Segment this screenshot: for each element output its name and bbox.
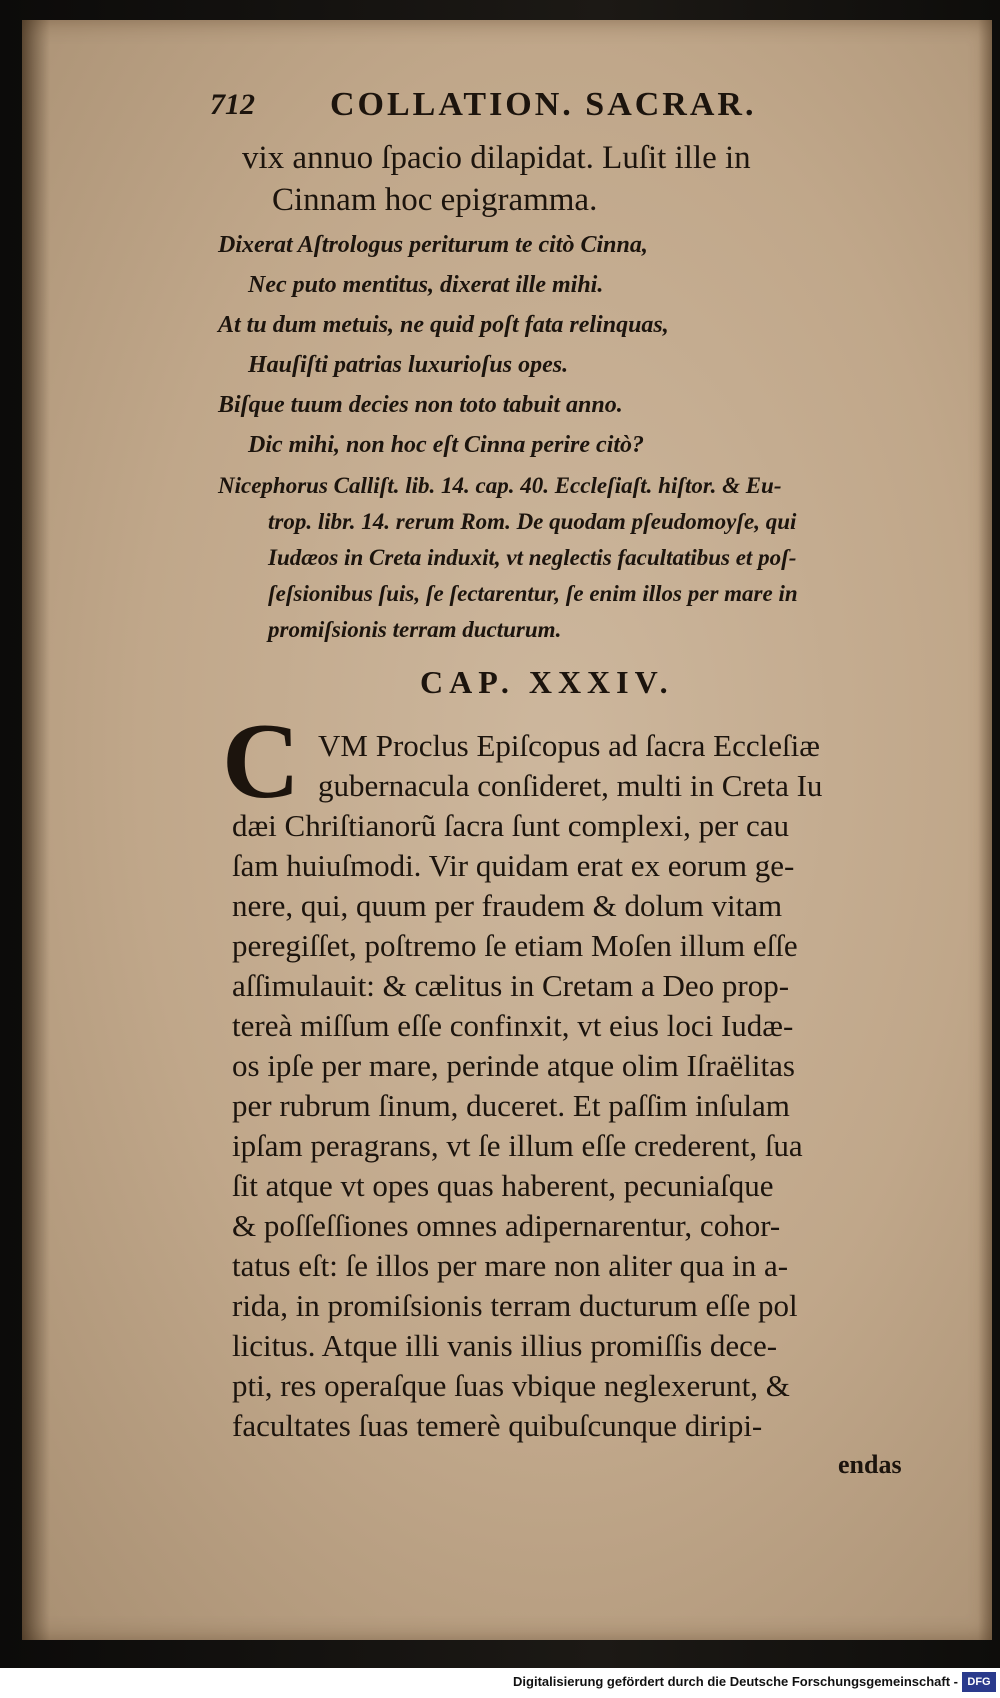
citation-line: Nicephorus Calliſt. lib. 14. cap. 40. Eccleſiaſt. hiſtor. & Eu- <box>218 473 782 498</box>
verse-line: Dixerat Aſtrologus periturum te citò Cinna, <box>218 232 648 258</box>
body-line: tereà miſſum eſſe confinxit, vt eius loci Iudæ- <box>232 1008 794 1043</box>
running-head: COLLATION. SACRAR. <box>330 86 757 123</box>
body-line: ſit atque vt opes quas haberent, pecuniaſque <box>232 1168 774 1203</box>
body-line: facultates ſuas temerè quibuſcunque diripi- <box>232 1408 763 1443</box>
body-line: VM Proclus Epiſcopus ad ſacra Eccleſiæ <box>318 728 820 763</box>
drop-cap: C <box>222 702 300 821</box>
body-line: licitus. Atque illi vanis illius promiſſis dece- <box>232 1328 778 1363</box>
body-line: gubernacula conſideret, multi in Creta Iu <box>318 768 823 803</box>
citation-line: trop. libr. 14. rerum Rom. De quodam pſeudomoyſe, qui <box>268 509 797 534</box>
page-header <box>210 88 930 138</box>
prose-line: vix annuo ſpacio dilapidat. Luſit ille in <box>242 140 751 176</box>
body-line: ſam huiuſmodi. Vir quidam erat ex eorum ge- <box>232 848 795 883</box>
body-line: rida, in promiſsionis terram ducturum eſſe pol <box>232 1288 798 1323</box>
body-line: per rubrum ſinum, duceret. Et paſſim inſulam <box>232 1088 790 1123</box>
body-line: dæi Chriſtianorũ ſacra ſunt complexi, per cau <box>232 808 789 843</box>
page-edge <box>978 20 992 1640</box>
verse-line: Nec puto mentitus, dixerat ille mihi. <box>248 272 604 298</box>
chapter-heading: CAP. XXXIV. <box>420 664 674 700</box>
body-line: aſſimulauit: & cælitus in Cretam a Deo prop- <box>232 968 790 1003</box>
body-line: & poſſeſſiones omnes adipernarentur, cohor- <box>232 1208 781 1243</box>
body-line: os ipſe per mare, perinde atque olim Iſraëlitas <box>232 1048 795 1083</box>
footer-bar <box>0 1668 1000 1698</box>
verse-line: Hauſiſti patrias luxurioſus opes. <box>248 352 569 378</box>
dfg-logo: DFG <box>962 1672 996 1692</box>
verse-line: At tu dum metuis, ne quid poſt fata relinquas, <box>218 312 669 338</box>
body-line: ipſam peragrans, vt ſe illum eſſe crederent, ſua <box>232 1128 803 1163</box>
body-line: tatus eſt: ſe illos per mare non aliter qua in a- <box>232 1248 789 1283</box>
verse-line: Dic mihi, non hoc eſt Cinna perire citò? <box>248 432 645 458</box>
citation-line: Iudæos in Creta induxit, vt neglectis facultatibus et poſ- <box>268 545 797 570</box>
body-line: peregiſſet, poſtremo ſe etiam Moſen illum eſſe <box>232 928 798 963</box>
page-number: 712 <box>210 88 255 121</box>
gutter-shadow <box>22 20 50 1640</box>
footer-credit: Digitalisierung gefördert durch die Deutsche Forschungsgemeinschaft - <box>513 1674 958 1689</box>
prose-line: Cinnam hoc epigramma. <box>272 182 598 218</box>
verse-line: Biſque tuum decies non toto tabuit anno. <box>218 392 623 418</box>
body-line: nere, qui, quum per fraudem & dolum vitam <box>232 888 783 923</box>
catchword: endas <box>838 1450 902 1479</box>
citation-line: ſeſsionibus ſuis, ſe ſectarentur, ſe enim illos per mare in <box>268 581 798 606</box>
citation-line: promiſsionis terram ducturum. <box>268 617 562 642</box>
body-line: pti, res operaſque ſuas vbique neglexerunt, & <box>232 1368 790 1403</box>
